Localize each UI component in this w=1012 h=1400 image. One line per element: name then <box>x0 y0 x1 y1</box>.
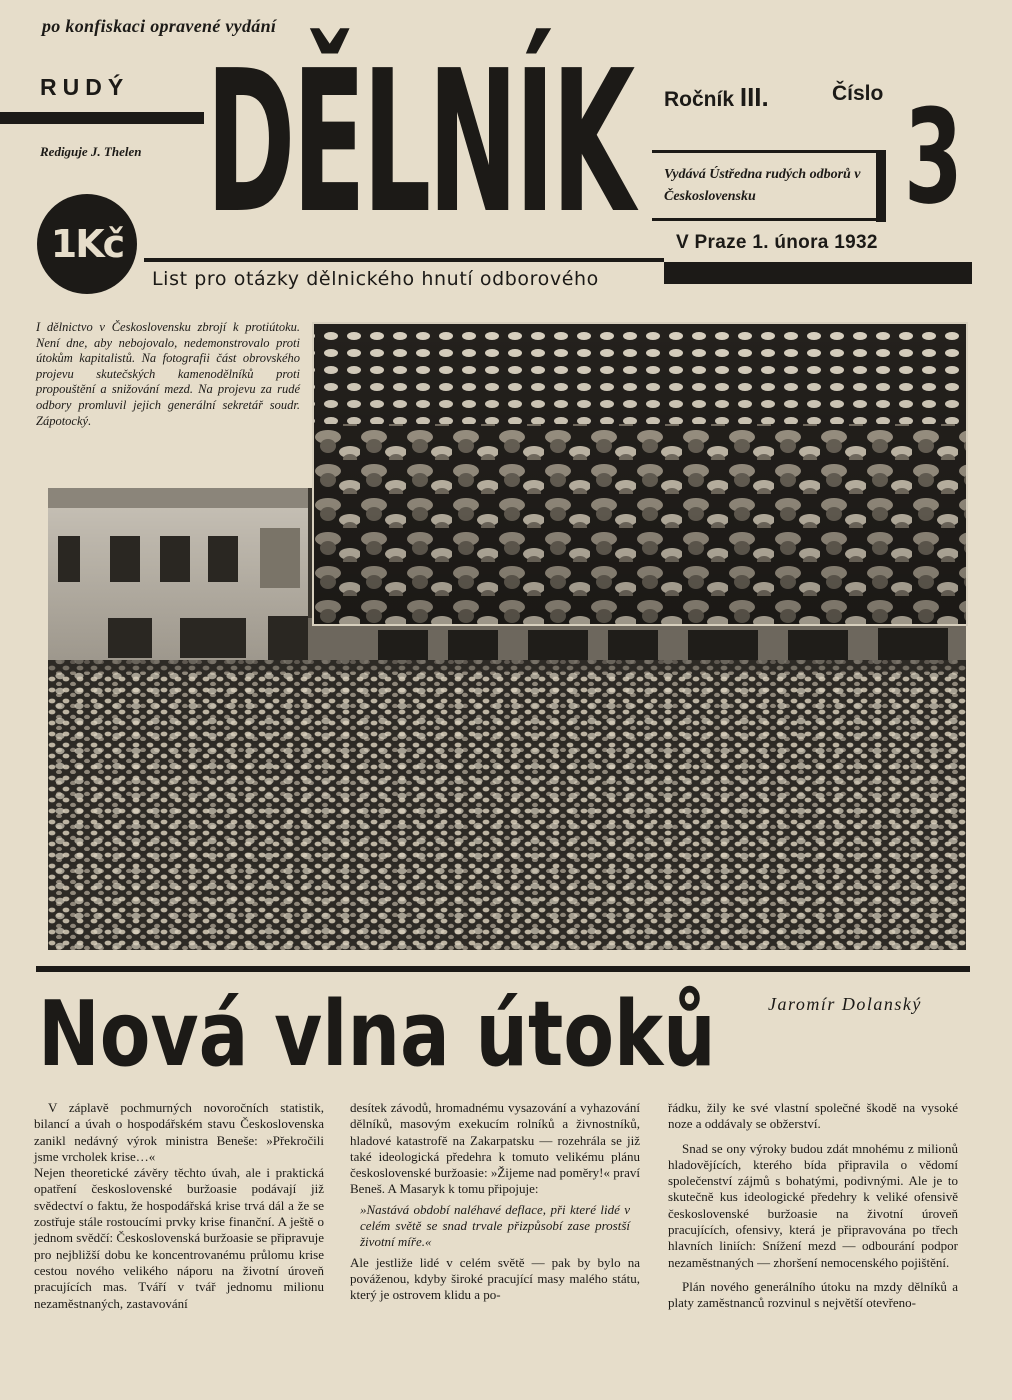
issue-vertical-rule <box>876 150 886 222</box>
col2-paragraph-2: Ale jestliže lidé v celém světě — pak by bylo na pováženou, kdyby široké pracující masy malého státu, který je ostrovem klidu a po- <box>350 1254 640 1303</box>
issue-bottom-rule <box>652 218 886 221</box>
masthead-subtitle: List pro otázky dělnického hnutí odborového <box>152 268 599 290</box>
col1-paragraph-1: V záplavě pochmurných novoročních statistik, bilancí a úvah o hospodářském stavu Československa zanikl nedávný výrok ministra Beneše: »Překročili jsme vrcholek krise…« <box>34 1100 324 1164</box>
article-column-2 <box>350 1100 640 1304</box>
article-author: Jaromír Dolanský <box>768 994 922 1014</box>
col1-paragraph-2: Nejen theoretické závěry těchto úvah, ale i praktická opatření československé buržoasie podávají již svědectví o faktu, že hospodářská krise trvá dál a že se zostřuje stále rostoucími prvky krise finanční. A ještě o jednom svědčí: Československá buržoasie se připravuje pro nejbližší dobu ke koncentrovanému průlomu krise cestou nového velikého náporu na životní úroveň pracujících mas. Tváří v tvář jednomu milionu nezaměstnaných, zastavování <box>34 1165 324 1311</box>
issue-number: 3 <box>904 81 963 233</box>
article-headline: Nová vlna útoků <box>38 982 716 1087</box>
publisher-note: Vydává Ústředna rudých odborů v Československu <box>664 167 861 204</box>
confiscation-note: po konfiskaci opravené vydání <box>42 16 277 36</box>
col3-paragraph-2: Snad se ony výroky budou zdát mnohému z milionů hladovějících, kterého bída připravila o vědomí společenství zájmů s bohatými, podivnými. Ale je to skutečně kus ideologické předehry k veliké ofensivě československé buržoasie na životní úroveň pracujících, ofensivy, která je připravována po třech hlavních liniích: Snížení mezd — odbourání podpor nezaměstnaných — zhoršení nemocenského pojištění. <box>668 1140 958 1270</box>
volume-label-text: Ročník <box>664 88 735 111</box>
issue-top-rule <box>652 150 886 153</box>
col3-paragraph-3: Plán nového generálního útoku na mzdy dělníků a platy zaměstnanců rozvinul s největší otevřeno- <box>668 1278 958 1311</box>
dateline-rule <box>664 262 972 284</box>
col2-paragraph-1: desítek závodů, hromadnému vysazování a vyhazování dělníků, masovým exekucím rolníků a živnostníků, hladové katastrofě na Zakarpatsku — rozehrála se již také ideologická předehra k tomuto velikému plánu československé buržoasie: »Žijeme nad poměry!« praví Beneš. A Masaryk k tomu připojuje: <box>350 1100 640 1197</box>
dateline: V Praze 1. února 1932 <box>676 232 878 253</box>
editor-credit: Rediguje J. Thelen <box>40 144 142 159</box>
article-column-3 <box>668 1100 958 1312</box>
masthead-rudy: RUDÝ <box>40 74 130 100</box>
subtitle-left-rule <box>144 258 664 262</box>
article-column-1 <box>34 1100 324 1312</box>
col3-paragraph-1: řádku, žily ke své vlastní společné škodě na vysoké noze a oddávaly se obžerství. <box>668 1100 958 1132</box>
masaryk-quote: »Nastává období naléhavé deflace, při které lidé v celém světě se snad trvale přizpůsobí zase prostší životní míře.« <box>360 1201 630 1250</box>
photo-caption: I dělnictvo v Československu zbrojí k protiútoku. Není dne, aby nebojovalo, nedemonstrovalo proti útokům kapitalistů. Na fotografii část obrovského projevu skutečských kamenodělníků proti propouštění a snižování mezd. Na projevu za rudé odbory promluvil jejich generální sekretář soudr. Zápotocký. <box>36 320 300 428</box>
masthead-delnik: DĚLNÍK <box>206 29 632 257</box>
masthead-left-rule <box>0 112 204 124</box>
volume-value: III. <box>739 82 769 112</box>
issue-label: Číslo <box>832 82 884 105</box>
crowd-closeup-photo-drawing <box>314 324 966 624</box>
crowd-closeup-photo <box>312 322 968 626</box>
article-top-rule <box>36 966 970 972</box>
volume-label <box>664 82 769 113</box>
price-badge: 1Kč <box>37 194 137 294</box>
